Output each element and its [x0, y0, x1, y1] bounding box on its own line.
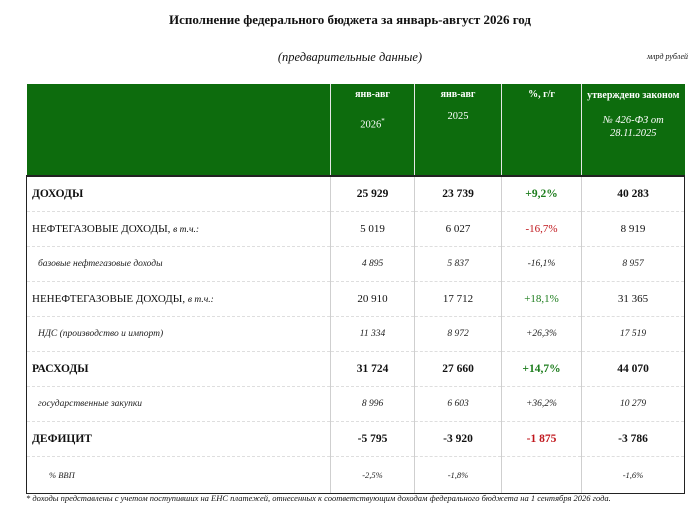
- footnote-mark: *: [381, 117, 385, 125]
- cell-2025: 23 739: [415, 176, 502, 212]
- cell-2026: 25 929: [331, 176, 415, 212]
- cell-approved: -1,6%: [582, 457, 685, 494]
- cell-2026: 11 334: [331, 317, 415, 352]
- row-label: НДС (производство и импорт): [27, 317, 331, 352]
- header-category: [27, 84, 331, 176]
- page-title: Исполнение федерального бюджета за январь-август 2026 год: [168, 12, 532, 27]
- table-row-oil-gas-revenue: [27, 212, 685, 247]
- header-2025: [415, 84, 502, 176]
- cell-approved: 31 365: [582, 282, 685, 317]
- cell-yoy: [502, 457, 582, 494]
- cell-2025: -3 920: [415, 422, 502, 457]
- budget-table: [26, 84, 685, 494]
- header-2025-year: 2025: [447, 111, 469, 122]
- row-label: [27, 282, 331, 317]
- header-2026: [331, 84, 415, 176]
- cell-yoy: +18,1%: [502, 282, 582, 317]
- units-label: млрд рублей: [646, 52, 688, 61]
- cell-yoy: +26,3%: [502, 317, 582, 352]
- cell-2026: 20 910: [331, 282, 415, 317]
- header-2025-period: янв-авг: [440, 89, 476, 100]
- row-label-text: НЕФТЕГАЗОВЫЕ ДОХОДЫ,: [32, 223, 174, 235]
- cell-approved: 10 279: [582, 387, 685, 422]
- cell-approved: -3 786: [582, 422, 685, 457]
- header-approved-label: утверждено законом: [587, 90, 680, 101]
- row-label: государственные закупки: [27, 387, 331, 422]
- cell-2025: 17 712: [415, 282, 502, 317]
- cell-2025: 5 837: [415, 247, 502, 282]
- cell-yoy: -16,7%: [502, 212, 582, 247]
- row-label: ДОХОДЫ: [27, 176, 331, 212]
- table-header-row: [27, 84, 685, 176]
- header-approved-law: № 426-ФЗ от 28.11.2025: [602, 114, 664, 139]
- table-row-vat: [27, 317, 685, 352]
- row-label: % ВВП: [27, 457, 331, 494]
- cell-2026: -5 795: [331, 422, 415, 457]
- table-row-deficit-gdp: [27, 457, 685, 494]
- header-yoy-percent: [502, 84, 582, 176]
- cell-2026: -2,5%: [331, 457, 415, 494]
- cell-2026: 5 019: [331, 212, 415, 247]
- cell-approved: 8 957: [582, 247, 685, 282]
- table-row-base-oil-gas: [27, 247, 685, 282]
- cell-yoy: +14,7%: [502, 352, 582, 387]
- row-label: [27, 212, 331, 247]
- table-row-non-oil-gas-revenue: [27, 282, 685, 317]
- header-2026-year: 2026: [360, 119, 382, 131]
- cell-2025: 6 027: [415, 212, 502, 247]
- row-label-text: НЕНЕФТЕГАЗОВЫЕ ДОХОДЫ,: [32, 293, 188, 305]
- page-subtitle: (предварительные данные): [277, 50, 423, 64]
- footnote: * доходы представлены с учетом поступивших на ЕНС платежей, отнесенных к соответствующим доходам федерального бюджета на 1 сентября 2026 года.: [26, 493, 611, 503]
- cell-yoy: -1 875: [502, 422, 582, 457]
- table-row-expenditure: [27, 352, 685, 387]
- table-row-revenue: [27, 176, 685, 212]
- row-label: РАСХОДЫ: [27, 352, 331, 387]
- cell-yoy: -16,1%: [502, 247, 582, 282]
- row-label: ДЕФИЦИТ: [27, 422, 331, 457]
- cell-2025: -1,8%: [415, 457, 502, 494]
- cell-approved: 8 919: [582, 212, 685, 247]
- cell-approved: 44 070: [582, 352, 685, 387]
- row-label-note: в т.ч.:: [187, 295, 214, 305]
- cell-approved: 40 283: [582, 176, 685, 212]
- table-row-deficit: [27, 422, 685, 457]
- cell-yoy: +9,2%: [502, 176, 582, 212]
- header-2026-period: янв-авг: [355, 89, 390, 100]
- cell-2026: 8 996: [331, 387, 415, 422]
- table-row-procurement: [27, 387, 685, 422]
- cell-2026: 31 724: [331, 352, 415, 387]
- cell-2026: 4 895: [331, 247, 415, 282]
- row-label: базовые нефтегазовые доходы: [27, 247, 331, 282]
- row-label-note: в т.ч.:: [173, 225, 200, 235]
- header-yoy-label: %, г/г: [528, 89, 555, 100]
- header-approved: [582, 84, 685, 176]
- cell-approved: 17 519: [582, 317, 685, 352]
- cell-2025: 8 972: [415, 317, 502, 352]
- cell-yoy: +36,2%: [502, 387, 582, 422]
- cell-2025: 6 603: [415, 387, 502, 422]
- cell-2025: 27 660: [415, 352, 502, 387]
